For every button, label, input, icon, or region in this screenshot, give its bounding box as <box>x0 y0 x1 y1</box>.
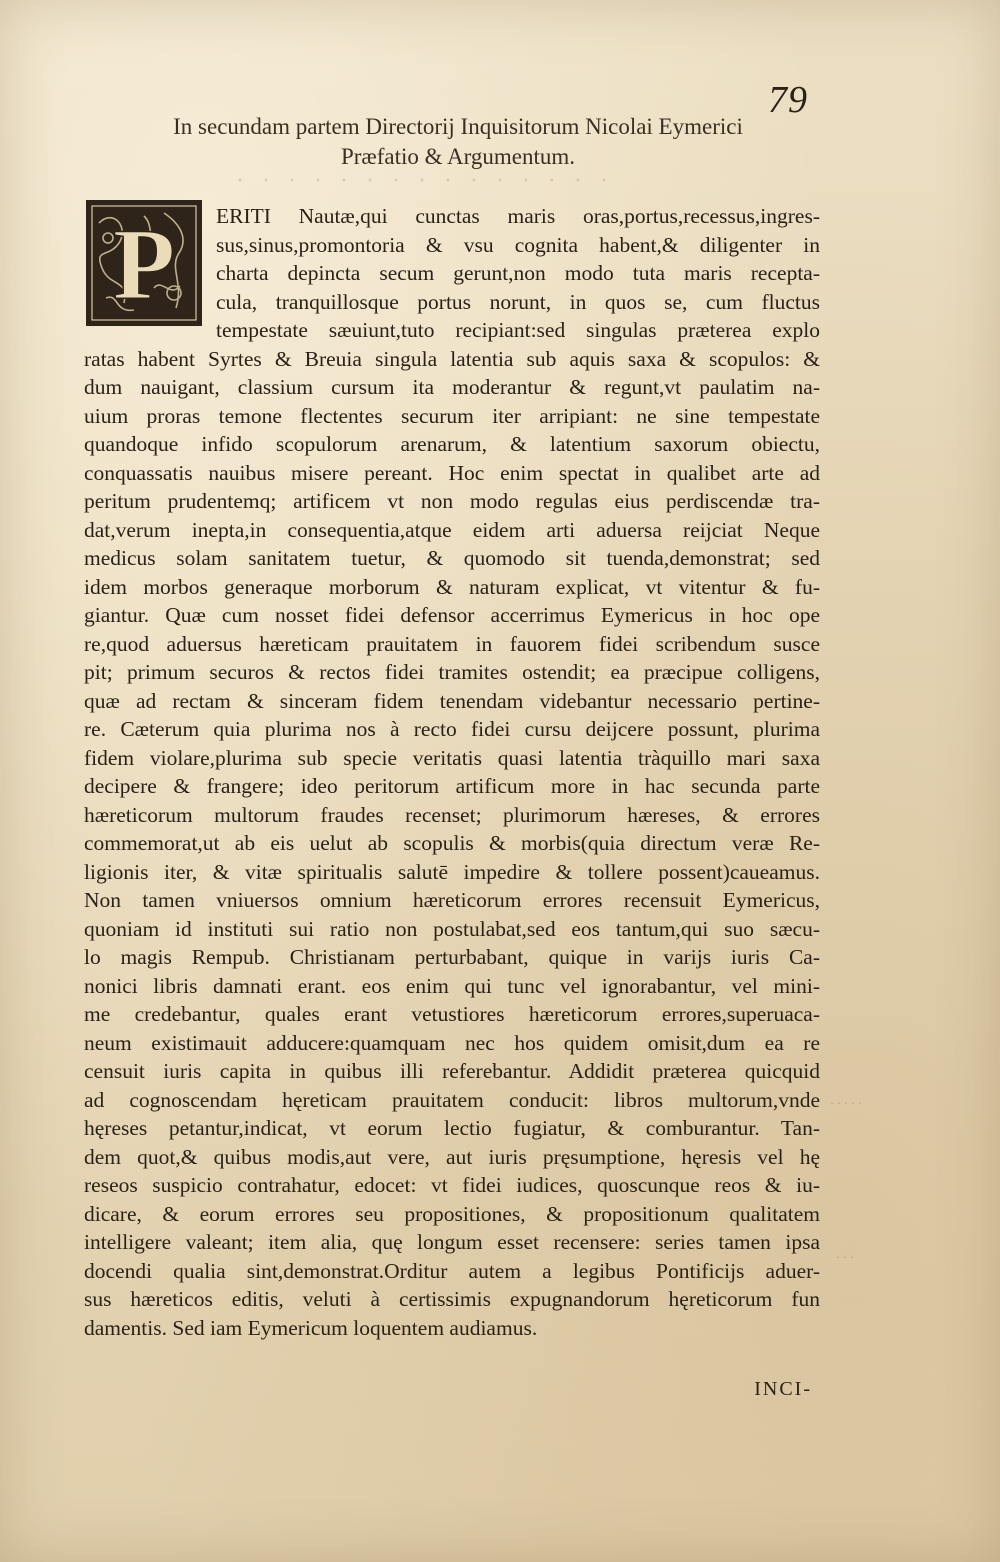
text-line: medicus solam sanitatem tuetur, & quomodo sit tuenda,demonstrat; sed <box>84 546 820 570</box>
text-line: quæ ad rectam & sinceram fidem tenendam videbantur necessario pertine- <box>84 688 820 713</box>
heading-line-1: In secundam partem Directorij Inquisitorum Nicolai Eymerici <box>173 114 743 139</box>
text-line: cula, tranquillosque portus norunt, in quos se, cum fluctus <box>216 289 820 314</box>
margin-smudge: · · · · · <box>830 1096 862 1110</box>
text-line: quoniam id instituti sui ratio non postulabat,sed eos tantum,qui suo sæcu- <box>84 916 820 941</box>
text-line: dat,verum inepta,in consequentia,atque eidem arti aduersa reijciat Neque <box>84 517 820 542</box>
text-line: intelligere valeant; item alia, quę longum esset recensere: series tamen ipsa <box>84 1230 820 1254</box>
text-line-last: damentis. Sed iam Eymericum loquentem audiamus. <box>84 1315 538 1340</box>
text-line: reseos suspicio contrahatur, edocet: vt fidei iudices, quoscunque reos & iu- <box>84 1173 820 1197</box>
text-line: re,quod aduersus hæreticam prauitatem in fauorem fidei scribendum susce <box>84 631 820 656</box>
text-line: ERITI Nautæ,qui cunctas maris oras,portus,recessus,ingres- <box>216 204 820 228</box>
text-line: giantur. Quæ cum nosset fidei defensor accerrimus Eymericus in hoc ope <box>84 603 820 627</box>
text-line: uium proras temone flectentes securum iter arripiant: ne sine tempestate <box>84 403 820 428</box>
text-line: dicare, & eorum errores seu propositiones, & propositionum qualitatem <box>84 1201 820 1226</box>
text-line: censuit iuris capita in quibus illi referebantur. Addidit præterea quicquid <box>84 1059 820 1083</box>
text-line: neum existimauit adducere:quamquam nec hos quidem omisit,dum ea re <box>84 1030 820 1055</box>
text-line: commemorat,ut ab eis uelut ab scopulis & morbis(quia directum veræ Re- <box>84 831 820 855</box>
text-line: tempestate sæuiunt,tuto recipiant:sed singulas præterea explo <box>216 318 820 342</box>
text-line: idem morbos generaque morborum & naturam explicat, vt vitentur & fu- <box>84 574 820 599</box>
drop-cap-letter: P <box>112 208 176 321</box>
margin-smudge: · · · <box>836 1250 854 1264</box>
text-line: nonici libris damnati erant. eos enim qui tunc vel ignorabantur, vel mini- <box>84 973 820 998</box>
text-line: ligionis iter, & vitæ spiritualis salutē impedire & tollere possent)caueamus. <box>84 859 820 884</box>
text-line: Non tamen vniuersos omnium hæreticorum errores recensuit Eymericus, <box>84 888 820 912</box>
text-line: dem quot,& quibus modis,aut vere, aut iuris pręsumptione, hęresis vel hę <box>84 1144 820 1169</box>
text-line: quandoque infido scopulorum arenarum, & latentium saxorum obiectu, <box>84 432 820 456</box>
body-text <box>84 202 820 1342</box>
text-line: docendi qualia sint,demonstrat.Orditur autem a legibus Pontificijs aduer- <box>84 1258 820 1283</box>
text-line: re. Cæterum quia plurima nos à recto fidei cursu deijcere possunt, plurima <box>84 717 820 741</box>
text-line: fidem violare,plurima sub specie veritatis quasi latentia tràquillo mari saxa <box>84 745 820 770</box>
text-line: sus hæreticos editis, veluti à certissimis expugnandorum hęreticorum fun <box>84 1287 820 1311</box>
text-line: hæreticorum multorum fraudes recenset; plurimorum hæreses, & errores <box>84 802 820 827</box>
text-line: charta depincta secum gerunt,non modo tuta maris recepta- <box>216 261 820 285</box>
catchword: INCI- <box>754 1378 812 1400</box>
text-line: decipere & frangere; ideo peritorum artificum more in hac secunda parte <box>84 774 820 798</box>
text-line: hęreses petantur,indicat, vt eorum lectio fugiatur, & comburantur. Tan- <box>84 1116 820 1140</box>
text-line: me credebantur, quales erant vetustiores hæreticorum errores,superuaca- <box>84 1002 820 1026</box>
indented-lines <box>216 202 820 345</box>
text-line: pit; primum securos & rectos fidei tramites ostendit; ea præcipue colligens, <box>84 660 820 684</box>
text-line: ad cognoscendam hęreticam prauitatem conducit: libros multorum,vnde <box>84 1087 820 1112</box>
text-line: lo magis Rempub. Christianam perturbabant, quique in varijs iuris Ca- <box>84 945 820 969</box>
text-line: ratas habent Syrtes & Breuia singula latentia sub aquis saxa & scopulos: & <box>84 346 820 371</box>
bleed-through-text: · · · · · · · · · · · · · · · <box>230 168 608 194</box>
page-number: 79 <box>768 79 808 121</box>
heading-line-2: Præfatio & Argumentum. <box>340 144 576 169</box>
text-line: conquassatis nauibus misere pereant. Hoc enim spectat in qualibet arte ad <box>84 460 820 485</box>
text-line: dum nauigant, classium cursum ita moderantur & regunt,vt paulatim na- <box>84 375 820 399</box>
text-line: peritum prudentemq; artificem vt non modo regulas eius perdiscendæ tra- <box>84 489 820 513</box>
section-heading <box>88 112 828 172</box>
text-line: sus,sinus,promontoria & vsu cognita habent,& diligenter in <box>216 232 820 257</box>
